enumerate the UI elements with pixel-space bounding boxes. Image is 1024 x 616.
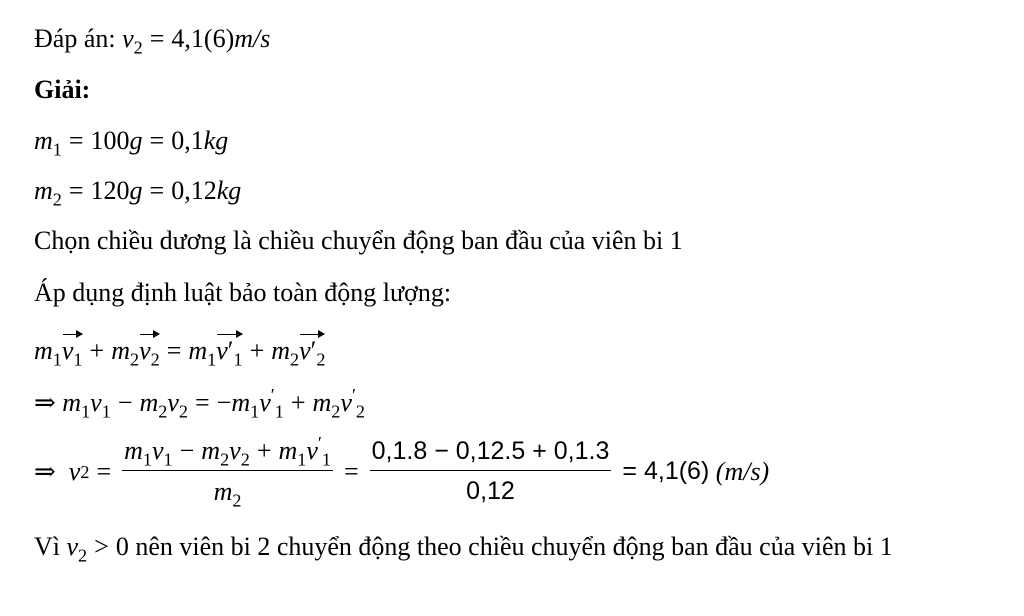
numeric-fraction — [370, 439, 612, 504]
mass2-line: $m_2 = 120g = 0,12kg$ — [34, 176, 242, 210]
numeric-numerator: 0,1.8 − 0,12.5 + 0,1.3 — [370, 439, 612, 471]
symbolic-fraction: $\frac{m_1v_1 - m_2v_2 + m_1v'_1}{m_2}$ — [124, 433, 331, 511]
mass1-line: $m_1 = 100g = 0,1kg$ — [34, 126, 229, 160]
conclusion-line: Vì $v_2 > 0$ nên viên bi 2 chuyển động theo chiều chuyển động ban đầu của viên bi 1 — [34, 532, 893, 566]
answer-value: 4,1(6) — [171, 24, 235, 53]
implies-icon: ⇒ — [34, 388, 56, 417]
numeric-denominator: 0,12 — [466, 477, 515, 505]
conclusion-suffix: nên viên bi 2 chuyển động theo chiều chuyển động ban đầu của viên bi 1 — [135, 532, 893, 561]
v2-calculation: ⇒ v 2 = $\frac{m_1v_1 - m_2v_2 + m_1v'_1}{m_2}$ = $\frac{0,1.8 - 0,12.5 + 0,1.3}{0,12}$ = 4,1(6) (m/s) — [34, 433, 770, 511]
mass1-kilograms: 0,1 — [171, 126, 204, 155]
solution-label: Giải: — [34, 75, 91, 104]
calc-result: 4,1(6) — [643, 457, 710, 485]
conclusion-prefix: Vì — [34, 532, 60, 561]
mass1-grams: 100 — [90, 126, 130, 155]
mass2-grams: 120 — [90, 176, 130, 205]
mass2-kilograms: 0,12 — [171, 176, 217, 205]
calc-result-unit: (m/s) — [715, 456, 770, 486]
answer-line: Đáp án: $v_2 = 4,1(6)m/s$ — [34, 24, 271, 58]
direction-text: Chọn chiều dương là chiều chuyển động ban đầu của viên bi 1 — [34, 226, 683, 255]
answer-label: Đáp án: — [34, 24, 116, 53]
law-text: Áp dụng định luật bảo toàn động lượng: — [34, 278, 452, 307]
momentum-scalar-equation: ⇒ $m_1v_1 - m_2v_2 = -m_1v'_1 + m_2v'_2$ — [34, 385, 366, 422]
momentum-vector-equation: $m_1v_1 + m_2v_2 = m_1v'_1 + m_2v'_2$ — [34, 332, 325, 364]
answer-unit: m/s — [234, 24, 271, 53]
implies-icon: ⇒ — [34, 456, 56, 486]
